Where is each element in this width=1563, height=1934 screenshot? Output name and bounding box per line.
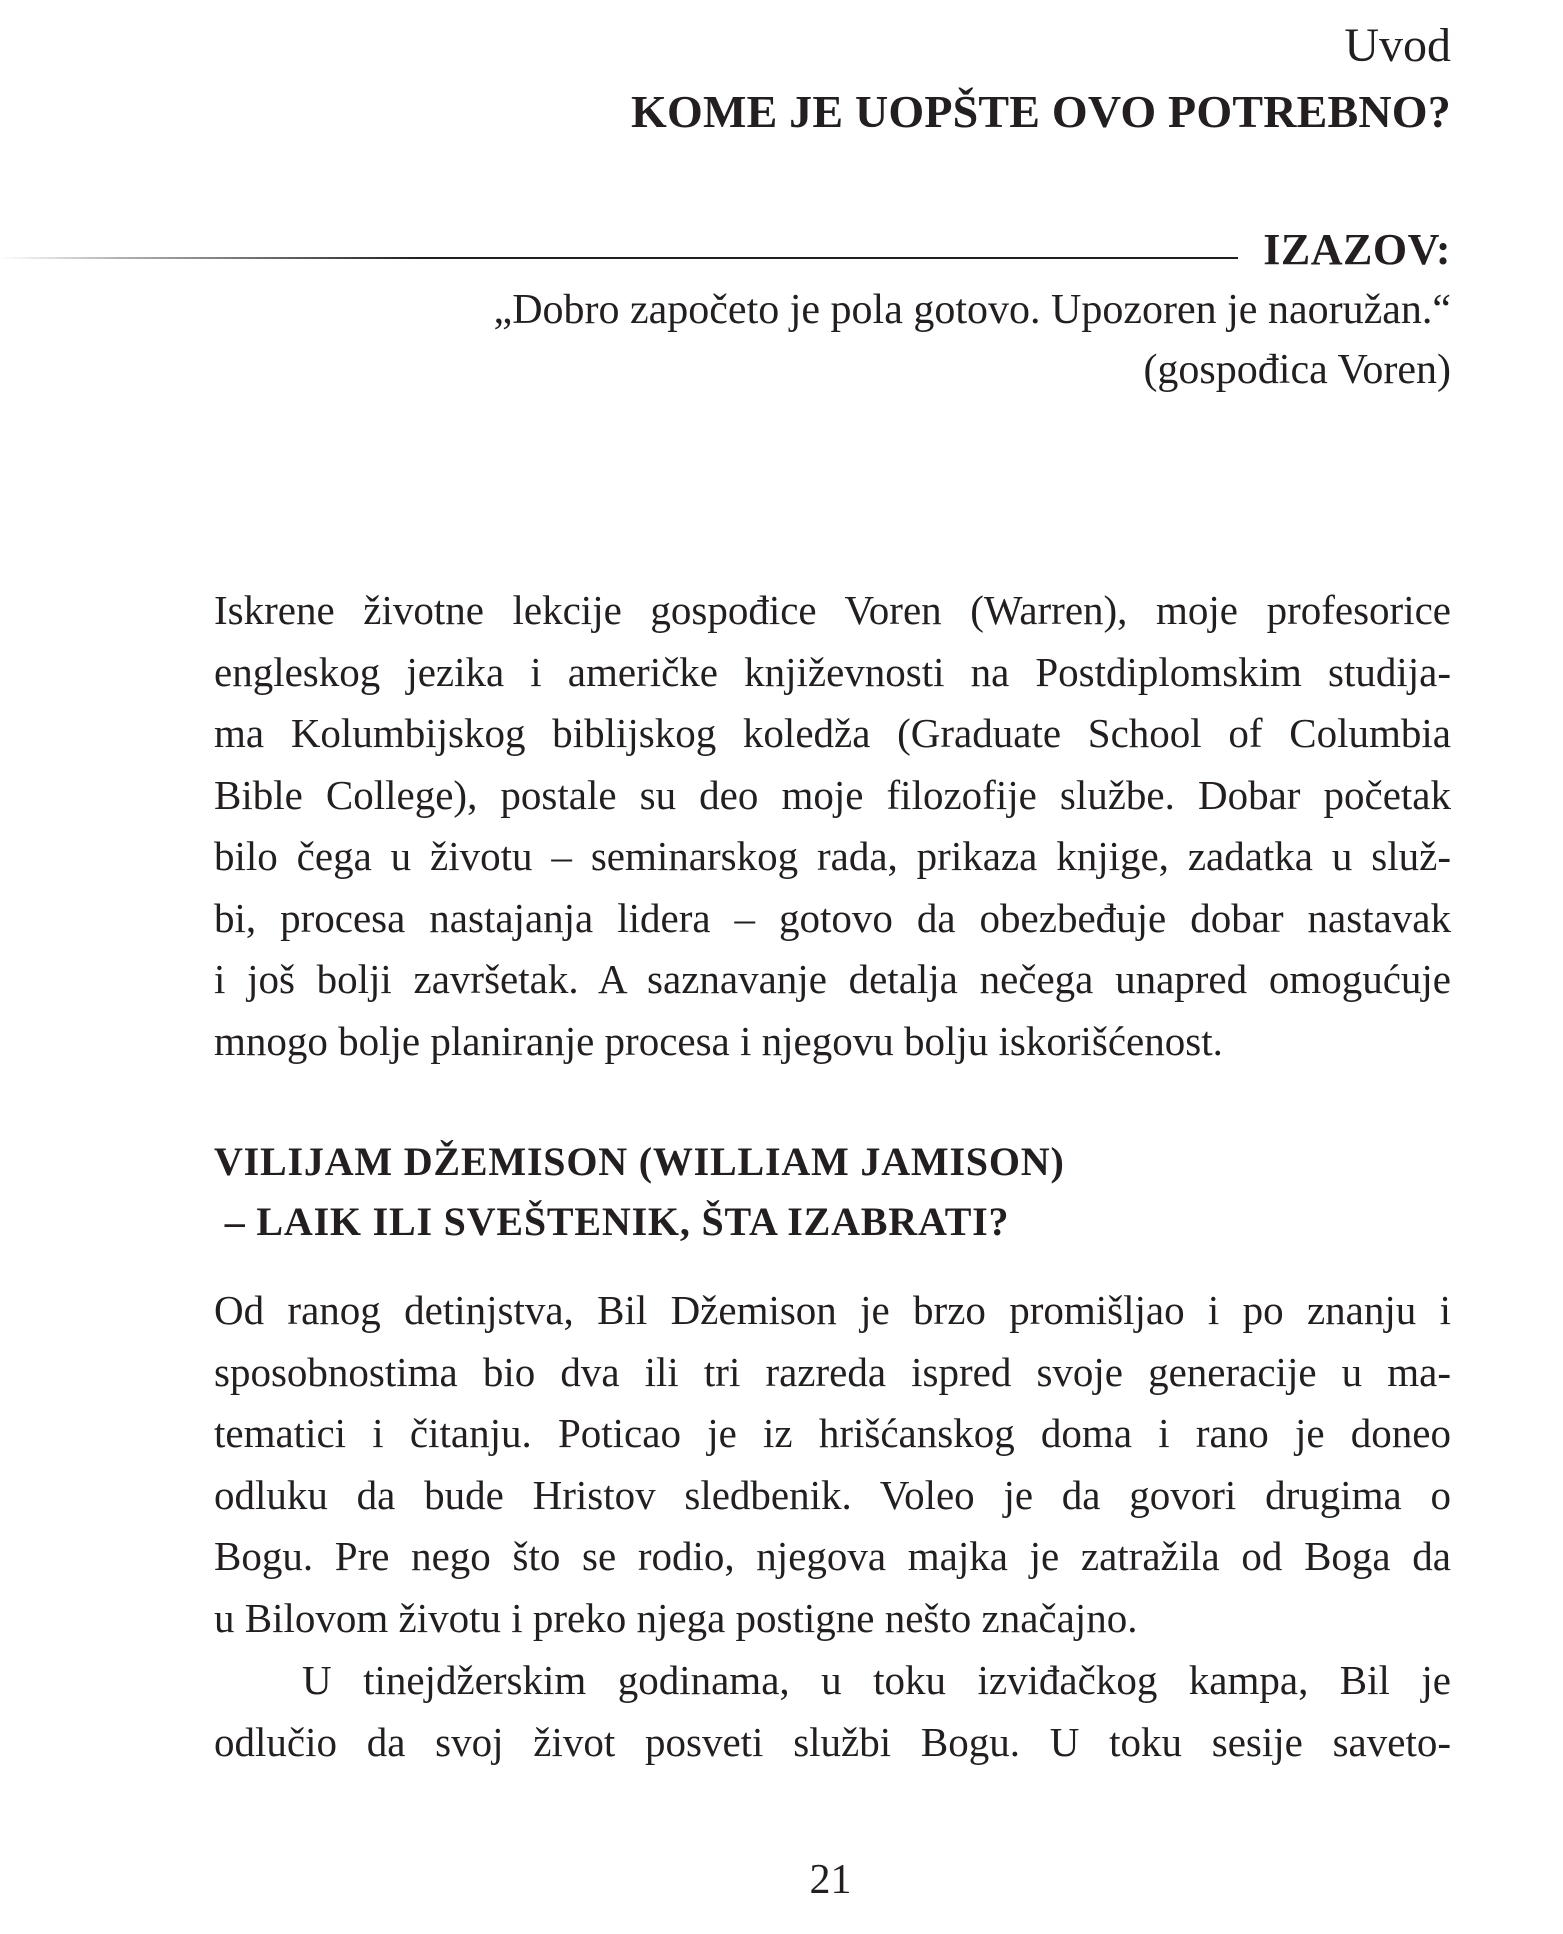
text-line: sposobnostima bio dva ili tri razreda ispred svoje generacije u ma- <box>214 1348 1451 1395</box>
page-number: 21 <box>809 1857 852 1903</box>
chapter-label: Uvod <box>1344 19 1451 72</box>
text-line: u Bilovom životu i preko njega postigne nešto značajno. <box>214 1594 1138 1641</box>
text-line: Iskrene životne lekcije gospođice Voren (Warren), moje profesorice <box>214 587 1451 633</box>
epigraph-quote: „Dobro započeto je pola gotovo. Upozoren je naoružan.“ <box>493 287 1451 333</box>
epigraph-author: (gospođica Voren) <box>1143 347 1451 393</box>
text-line: tematici i čitanju. Poticao je iz hrišćanskog doma i rano je doneo <box>214 1410 1451 1456</box>
paragraph-teen-years <box>214 1650 1451 1773</box>
paragraph-intro <box>214 580 1451 1072</box>
text-line: U tinejdžerskim godinama, u toku izviđačkog kampa, Bil je <box>302 1657 1451 1703</box>
horizontal-rule <box>0 257 1238 259</box>
text-line: bi, procesa nastajanja lidera – gotovo da obezbeđuje dobar nastavak <box>214 894 1451 941</box>
section-heading <box>214 1132 1065 1252</box>
text-line: odlučio da svoj život posveti službi Bogu. U toku sesije saveto- <box>214 1718 1451 1765</box>
text-line: Od ranog detinjstva, Bil Džemison je brzo promišljao i po znanju i <box>214 1287 1451 1333</box>
section-heading-line: VILIJAM DŽEMISON (WILLIAM JAMISON) <box>214 1139 1065 1184</box>
text-line: ma Kolumbijskog biblijskog koledža (Graduate School of Columbia <box>214 710 1451 756</box>
text-line: engleskog jezika i američke književnosti na Postdiplomskim studija- <box>214 648 1451 695</box>
text-line: bilo čega u životu – seminarskog rada, prikaza knjige, zadatka u služ- <box>214 833 1451 879</box>
text-line: i još bolji završetak. A saznavanje detalja nečega unapred omogućuje <box>214 956 1451 1002</box>
text-line: mnogo bolje planiranje procesa i njegovu bolju iskorišćenost. <box>214 1017 1223 1064</box>
chapter-title: KOME JE UOPŠTE OVO POTREBNO? <box>631 86 1451 137</box>
epigraph-label: IZAZOV: <box>1263 225 1451 274</box>
paragraph-jamison <box>214 1280 1451 1649</box>
section-heading-line: – LAIK ILI SVEŠTENIK, ŠTA IZABRATI? <box>214 1199 1010 1244</box>
text-line: odluku da bude Hristov sledbenik. Voleo je da govori drugima o <box>214 1471 1451 1518</box>
text-line: Bogu. Pre nego što se rodio, njegova majka je zatražila od Boga da <box>214 1533 1451 1579</box>
text-line: Bible College), postale su deo moje filozofije službe. Dobar početak <box>214 771 1451 818</box>
